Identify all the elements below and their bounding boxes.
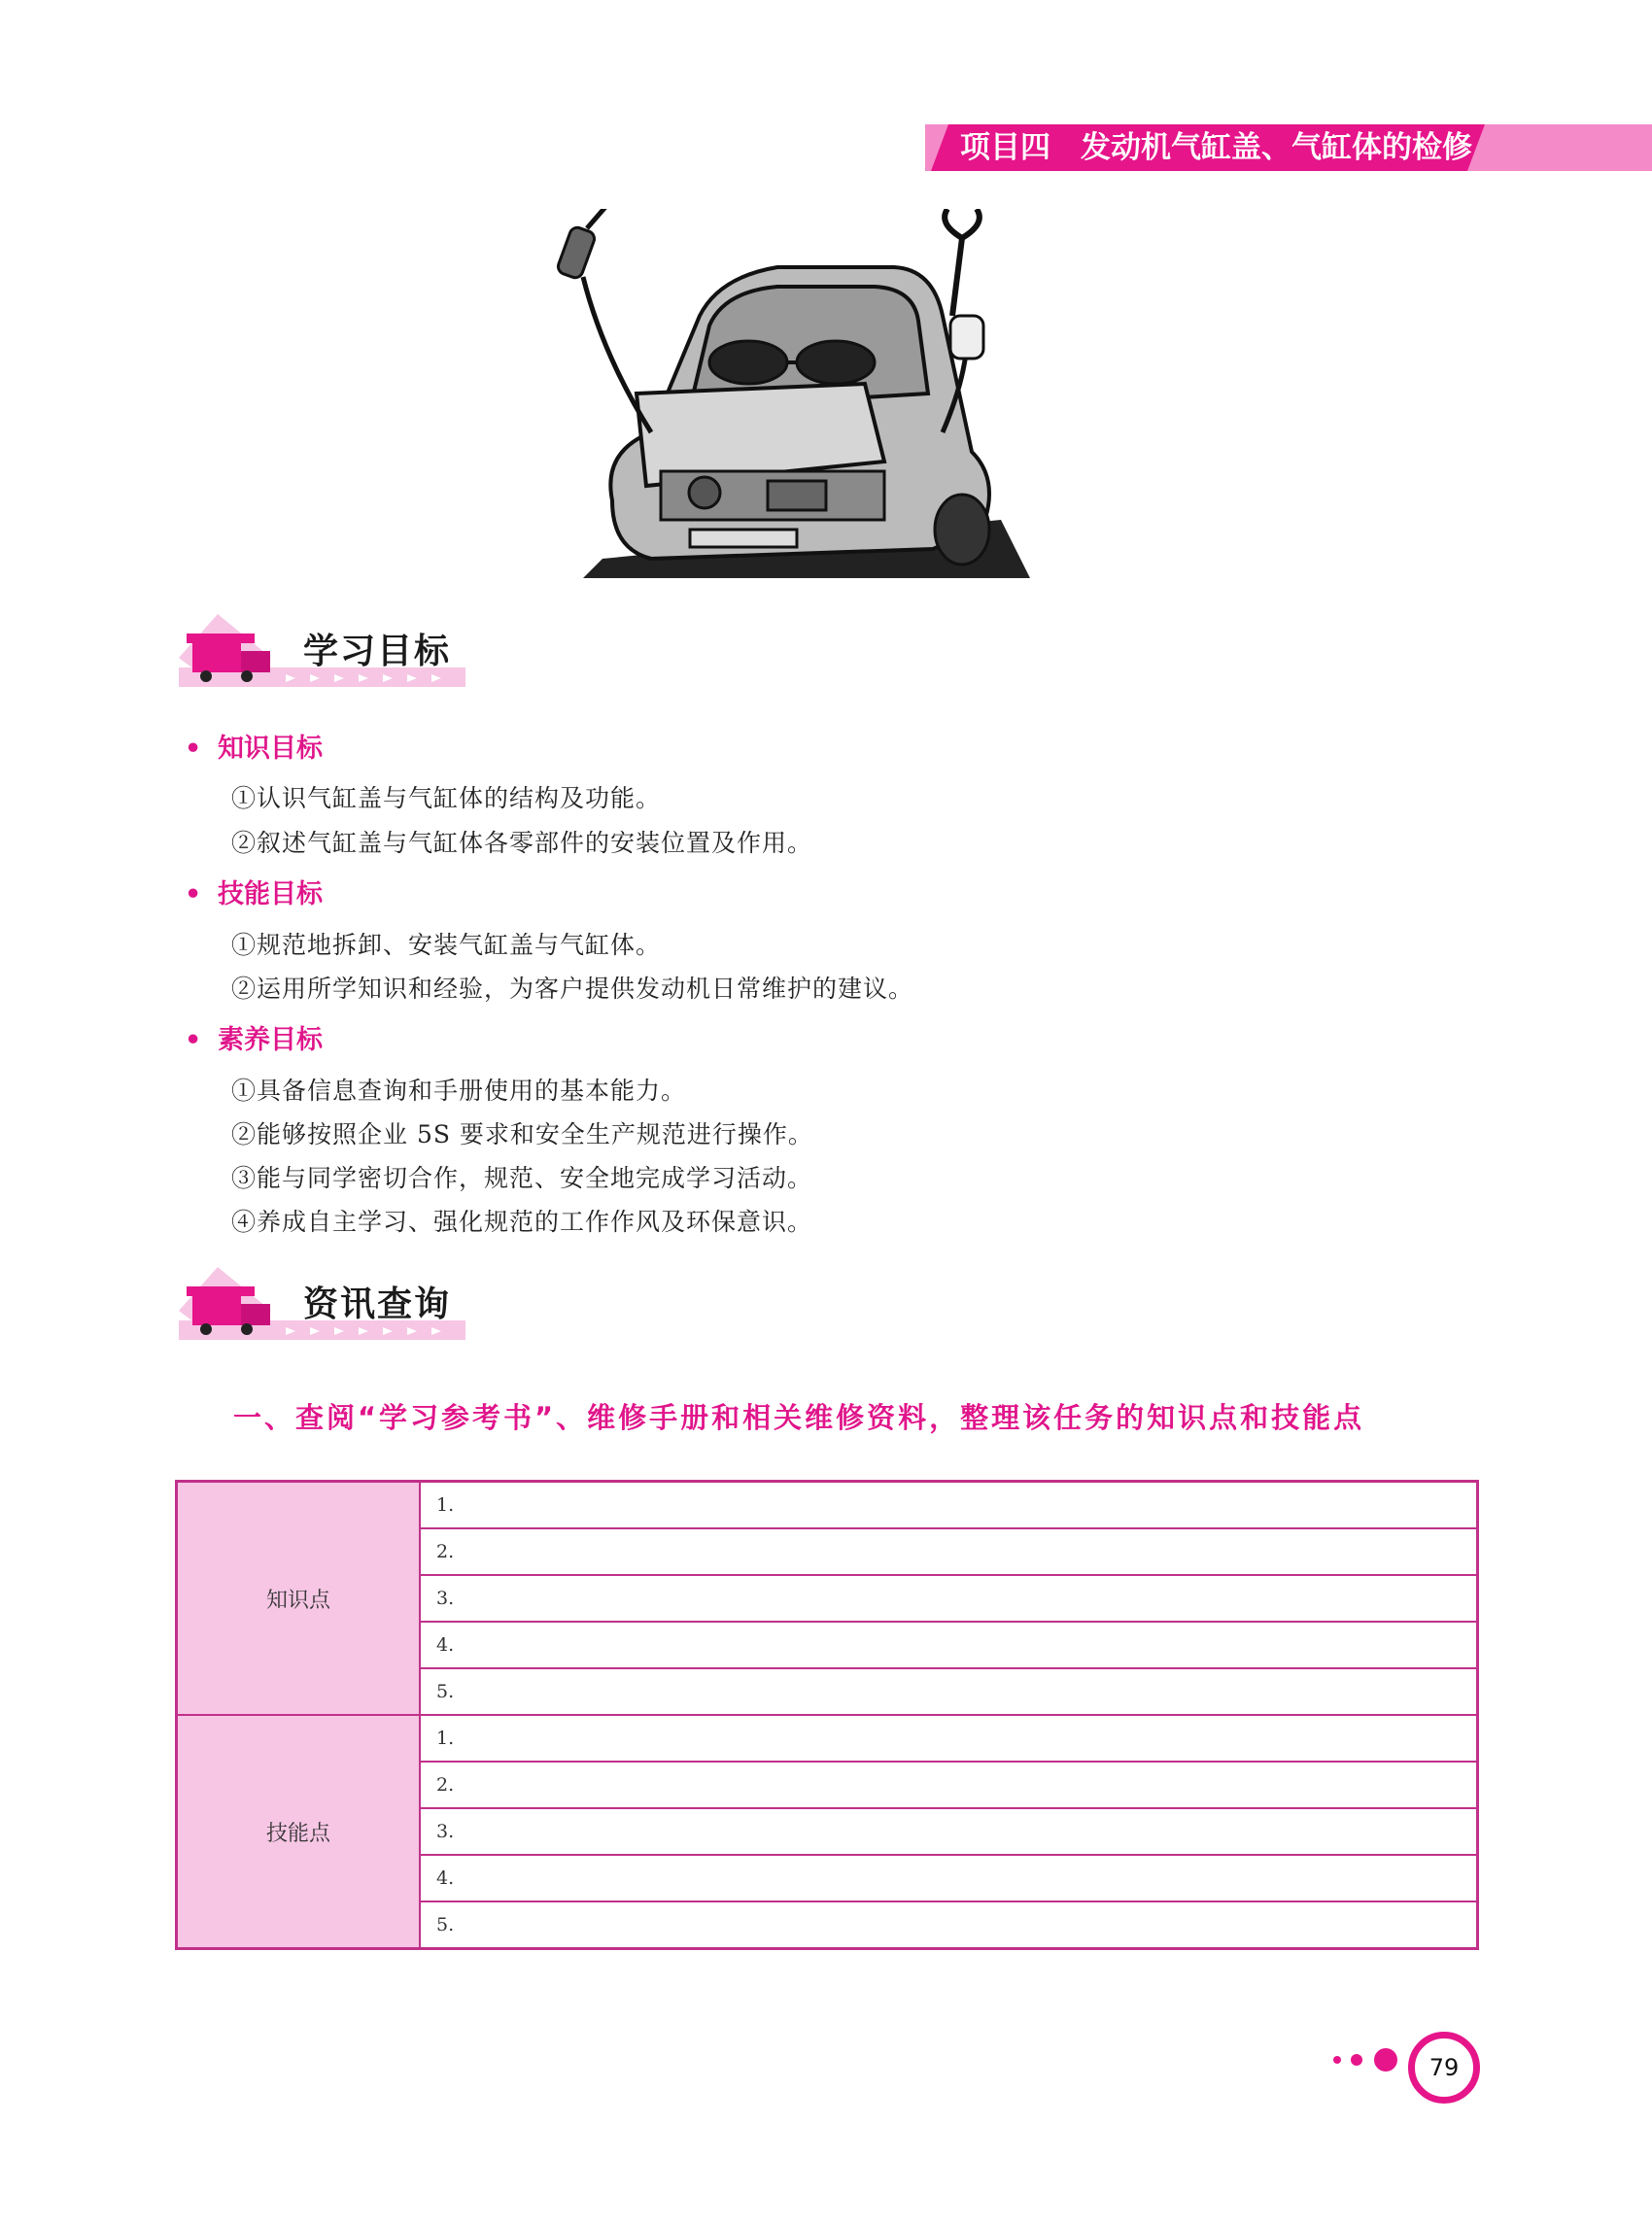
objective-item: ②叙述气缸盖与气缸体各零部件的安装位置及作用。 — [231, 829, 813, 857]
objective-item: ①规范地拆卸、安装气缸盖与气缸体。 — [231, 931, 662, 959]
table-cell[interactable]: 3. — [420, 1808, 1478, 1855]
section-objectives — [179, 614, 470, 692]
table-cell[interactable]: 2. — [420, 1762, 1478, 1808]
objective-item: ③能与同学密切合作，规范、安全地完成学习活动。 — [231, 1164, 813, 1192]
section-title: 资讯查询 — [303, 1284, 452, 1324]
table-row — [177, 1482, 1478, 1529]
table-cell[interactable]: 5. — [420, 1668, 1478, 1715]
bullet-dot-icon: • — [185, 1025, 202, 1055]
objective-item: ①具备信息查询和手册使用的基本能力。 — [231, 1077, 687, 1105]
objective-item: ①认识气缸盖与气缸体的结构及功能。 — [231, 784, 662, 812]
bullet-dot-icon: • — [185, 734, 202, 764]
table-cell[interactable]: 1. — [420, 1482, 1478, 1529]
objective-item: ④养成自主学习、强化规范的工作作风及环保意识。 — [231, 1208, 813, 1236]
knowledge-skill-table — [175, 1480, 1479, 1950]
table-cell[interactable]: 1. — [420, 1715, 1478, 1762]
category-label: 知识目标 — [218, 734, 323, 764]
category-label: 技能目标 — [218, 879, 323, 909]
mechanic-car-illustration — [544, 209, 1069, 578]
project-title: 项目四 发动机气缸盖、气缸体的检修 — [960, 130, 1472, 165]
table-cell[interactable]: 4. — [420, 1622, 1478, 1668]
table-group-label: 技能点 — [177, 1715, 421, 1949]
category-literacy — [185, 1018, 323, 1056]
table-cell[interactable]: 3. — [420, 1575, 1478, 1622]
category-knowledge — [185, 727, 323, 765]
table-cell[interactable]: 5. — [420, 1901, 1478, 1949]
table-cell[interactable]: 2. — [420, 1528, 1478, 1575]
category-label: 素养目标 — [218, 1025, 323, 1055]
table-group-label: 知识点 — [177, 1482, 421, 1716]
task-heading: 一、查阅“学习参考书”、维修手册和相关维修资料，整理该任务的知识点和技能点 — [233, 1401, 1365, 1434]
objective-item: ②能够按照企业 5S 要求和安全生产规范进行操作。 — [231, 1120, 813, 1148]
section-info-query — [179, 1267, 470, 1345]
table-cell[interactable]: 4. — [420, 1855, 1478, 1901]
category-skills — [185, 873, 323, 910]
table-row — [177, 1715, 1478, 1762]
page-number: 79 — [1408, 2032, 1480, 2104]
section-title: 学习目标 — [303, 632, 452, 671]
objective-item: ②运用所学知识和经验，为客户提供发动机日常维护的建议。 — [231, 975, 914, 1003]
bullet-dot-icon: • — [185, 879, 202, 909]
